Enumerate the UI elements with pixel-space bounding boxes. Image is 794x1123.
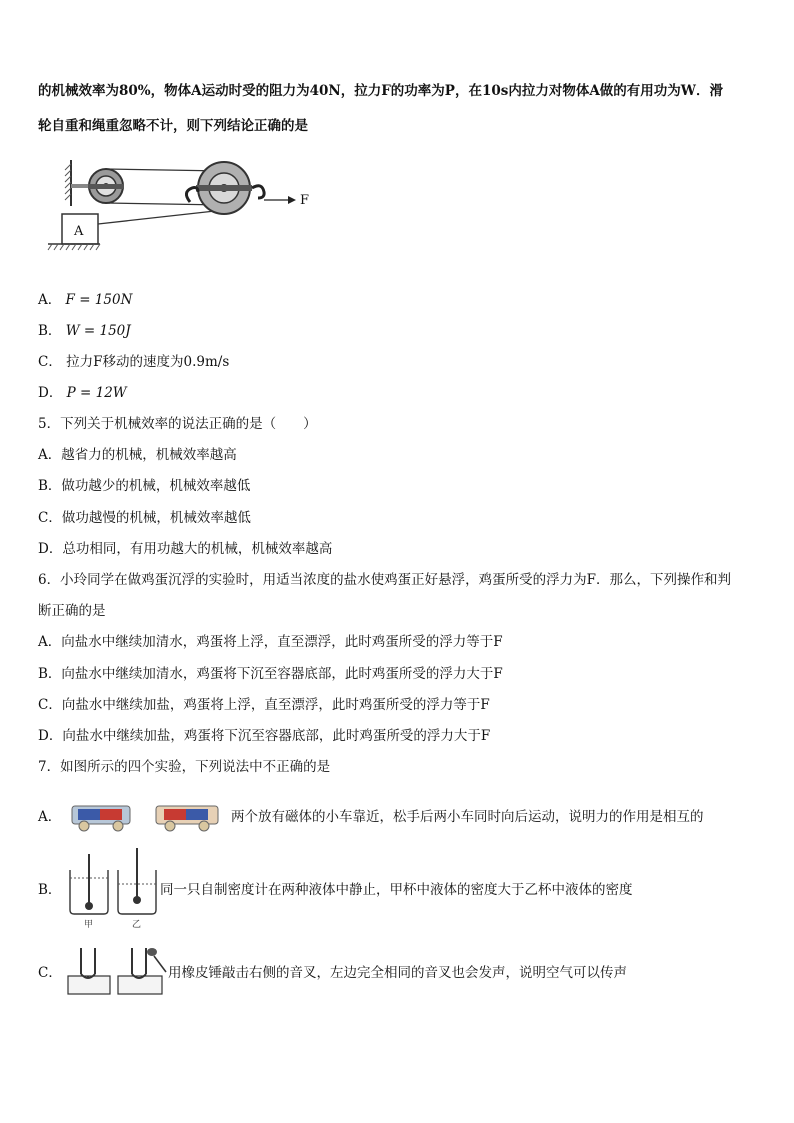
beaker-yi-label: 乙 [132, 920, 142, 930]
q7-option-c-text: 用橡皮锤敲击右侧的音叉，左边完全相同的音叉也会发声，说明空气可以传声 [168, 965, 627, 981]
q4-stem-line-1: 的机械效率为80%，物体A运动时受的阻力为40N，拉力F的功率为P，在10s内拉力对物体A做的有用功为W．滑 [38, 83, 723, 99]
rubber-hammer-icon [147, 948, 166, 972]
cart-right [156, 806, 218, 831]
q6-option-b: B．向盐水中继续加清水，鸡蛋将下沉至容器底部，此时鸡蛋所受的浮力大于F [38, 666, 503, 682]
q5-option-a: A．越省力的机械，机械效率越高 [38, 447, 237, 463]
beaker-jia-label: 甲 [84, 920, 94, 930]
q7-option-b-letter: B． [38, 882, 62, 898]
density-meter-figure [66, 848, 166, 928]
pulley-figure [38, 158, 338, 258]
cart-left [72, 806, 130, 831]
beaker-yi [118, 848, 156, 914]
q6-stem-line-1: 6．小玲同学在做鸡蛋沉浮的实验时，用适当浓度的盐水使鸡蛋正好悬浮，鸡蛋所受的浮力为F．那么，下列操作和判 [38, 572, 731, 588]
tuning-fork-left [68, 948, 110, 994]
q4-stem-line-2: 轮自重和绳重忽略不计，则下列结论正确的是 [38, 118, 308, 134]
fixed-pulley [88, 169, 124, 203]
q5-option-c: C．做功越慢的机械，机械效率越低 [38, 510, 251, 526]
force-label: F [300, 193, 310, 208]
q7-option-c-letter: C． [38, 965, 62, 981]
block-a-label: A [74, 224, 84, 239]
beaker-jia [70, 854, 108, 914]
magnet-carts-figure [68, 798, 228, 838]
q5-stem: 5．下列关于机械效率的说法正确的是（ ） [38, 416, 317, 432]
q5-option-d: D．总功相同，有用功越大的机械，机械效率越高 [38, 541, 333, 557]
q4-option-c: C． 拉力F移动的速度为0.9m/s [38, 354, 230, 370]
q5-option-b: B．做功越少的机械，机械效率越低 [38, 478, 251, 494]
q7-option-b-text: 同一只自制密度计在两种液体中静止，甲杯中液体的密度大于乙杯中液体的密度 [160, 882, 633, 898]
q4-option-a: A． F = 150N [38, 292, 133, 308]
q4-option-d: D． P = 12W [38, 385, 127, 401]
q7-stem: 7．如图所示的四个实验，下列说法中不正确的是 [38, 759, 331, 775]
movable-pulley [186, 162, 264, 214]
tuning-fork-figure [64, 940, 174, 1000]
q6-stem-line-2: 断正确的是 [38, 603, 106, 619]
q4-option-b: B． W = 150J [38, 323, 131, 339]
q6-option-a: A．向盐水中继续加清水，鸡蛋将上浮，直至漂浮，此时鸡蛋所受的浮力等于F [38, 634, 503, 650]
q6-option-c: C．向盐水中继续加盐，鸡蛋将上浮，直至漂浮，此时鸡蛋所受的浮力等于F [38, 697, 490, 713]
q7-option-a-text: 两个放有磁体的小车靠近，松手后两小车同时向后运动，说明力的作用是相互的 [231, 809, 704, 825]
q6-option-d: D．向盐水中继续加盐，鸡蛋将下沉至容器底部，此时鸡蛋所受的浮力大于F [38, 728, 491, 744]
q7-option-a-letter: A． [38, 809, 62, 825]
